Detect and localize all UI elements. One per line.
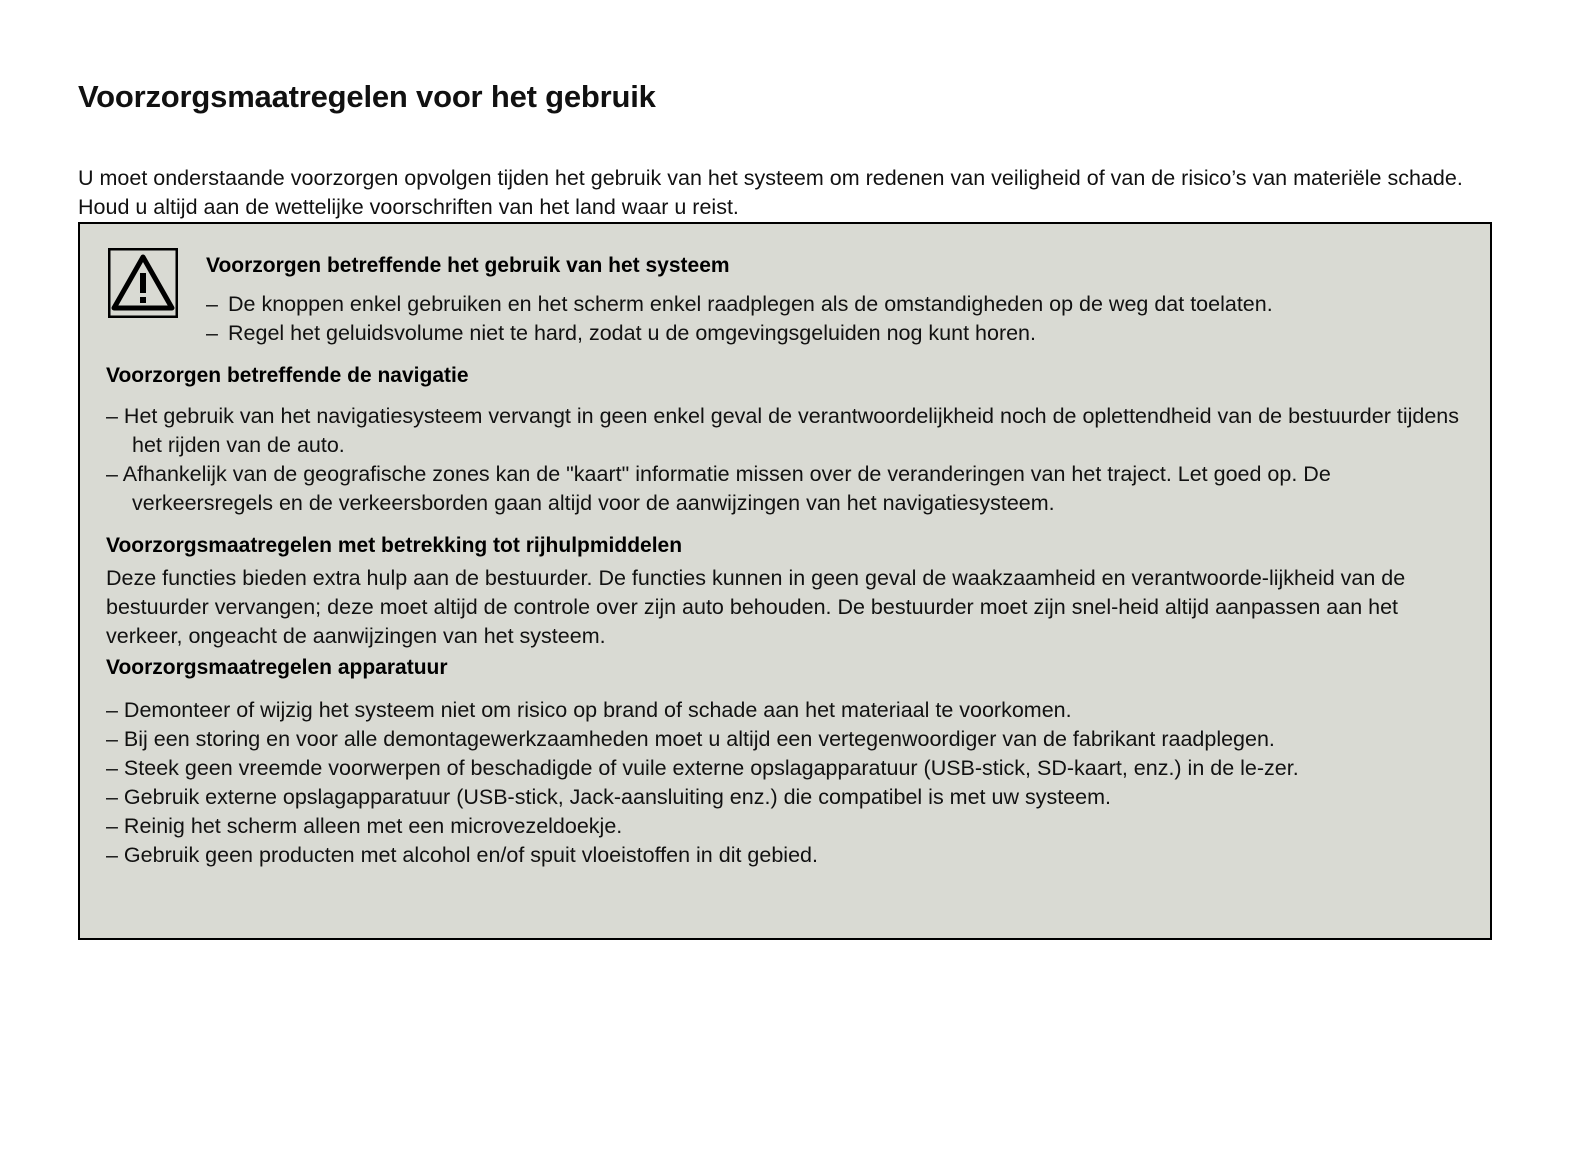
dash-marker: – xyxy=(206,292,218,316)
system-precautions-heading: Voorzorgen betreffende het gebruik van het systeem xyxy=(206,254,730,277)
list-item: – Bij een storing en voor alle demontagewerkzaamheden moet u altijd een vertegenwoordiger van de fabrikant raadplegen. xyxy=(106,727,1275,751)
list-item: – Het gebruik van het navigatiesysteem vervangt in geen enkel geval de verantwoordelijkheid noch de oplettendheid van de bestuurder tijdens het rijden van de auto. xyxy=(106,404,1459,457)
list-item: – Reinig het scherm alleen met een microvezeldoekje. xyxy=(106,814,623,838)
warning-triangle-icon xyxy=(108,248,178,318)
list-item-text: Regel het geluidsvolume niet te hard, zodat u de omgevingsgeluiden nog kunt horen. xyxy=(228,321,1036,345)
list-item-text: De knoppen enkel gebruiken en het scherm enkel raadplegen als de omstandigheden op de weg dat toelaten. xyxy=(228,292,1273,316)
system-precautions-list xyxy=(206,290,1466,348)
equipment-precautions-heading: Voorzorgsmaatregelen apparatuur xyxy=(106,656,448,679)
list-item: – Demonteer of wijzig het systeem niet om risico op brand of schade aan het materiaal te voorkomen. xyxy=(106,698,1072,722)
list-item xyxy=(206,319,1466,348)
list-item: – Gebruik geen producten met alcohol en/of spuit vloeistoffen in dit gebied. xyxy=(106,843,818,867)
navigation-precautions-heading: Voorzorgen betreffende de navigatie xyxy=(106,364,469,387)
dash-marker: – xyxy=(206,321,218,345)
driving-aids-heading: Voorzorgsmaatregelen met betrekking tot rijhulpmiddelen xyxy=(106,534,683,557)
navigation-precautions-list xyxy=(106,402,1466,518)
equipment-precautions-list xyxy=(106,696,1466,870)
list-item: – Afhankelijk van de geografische zones kan de "kaart" informatie missen over de veranderingen van het traject. Let goed op. De verkeersregels en de verkeersborden gaan altijd voor de aanwijzingen van het navigatiesysteem. xyxy=(106,462,1331,515)
list-item xyxy=(206,290,1466,319)
page-title: Voorzorgsmaatregelen voor het gebruik xyxy=(78,78,656,114)
list-item: – Steek geen vreemde voorwerpen of beschadigde of vuile externe opslagapparatuur (USB-stick, SD-kaart, enz.) in de le-zer. xyxy=(106,756,1299,780)
driving-aids-paragraph: Deze functies bieden extra hulp aan de bestuurder. De functies kunnen in geen geval de waakzaamheid en verantwoorde-lijkheid van de bestuurder vervangen; deze moet altijd de controle over zijn auto behouden. De bestuurder moet zijn snel-heid altijd aanpassen aan het verkeer, ongeacht de aanwijzingen van het systeem. xyxy=(106,566,1406,648)
list-item: – Gebruik externe opslagapparatuur (USB-stick, Jack-aansluiting enz.) die compatibel is met uw systeem. xyxy=(106,785,1111,809)
intro-paragraph: U moet onderstaande voorzorgen opvolgen tijden het gebruik van het systeem om redenen van veiligheid of van de risico’s van materiële schade. Houd u altijd aan de wettelijke voorschriften van het land waar u reist. xyxy=(78,165,1463,219)
warning-box xyxy=(78,222,1492,940)
